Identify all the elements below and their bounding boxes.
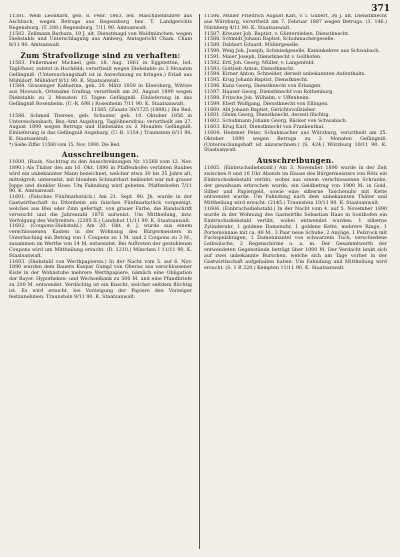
notice-entry: 11586. Schmeil Therese, geb. Schuster, geb. 10. Oktober 1856 in Untereschenbach, Bez.-Amt Augsburg, Taglöhnersfrau; verurtheilt am 27. August 1890 wegen Betrugs und Diebstahls zu 2 Monaten Gefängniß. Einlieferung in das Gefängniß Augsburg. (U.-R. 1154.) Traunstein 6/11 90. K. Staatsanwalt. bbox=[9, 113, 192, 143]
notice-entry: 11605. (Einbruchsdiebstahl.) Am 3. November 1890 wurde in der Zeit zwischen 8 und 10 Uhr Abends im Hause des Bürgermeisters von Rötz ein Einbruchsdiebstahl verübt, wobei aus einem verschlossenen Schranke, der gewaltsam erbrochen wurde, ein Geldbetrag von 1900 M. in Gold, Silber und Papiergeld, sowie eine silberne Taschenuhr mit Kette entwendet wurde. Um Fahndung nach dem unbekannten Thäter und Mittheilung wird ersucht. (2145.) Traunstein 10/11 90. K. Staatsanwalt. bbox=[204, 166, 387, 207]
notice-entry: 11600. (Raub, Nachtrag zu den Ausschreibungen Nr. 11568 vom 12. Nov. 1890.) Als Thäter des am 10. Okt. 1890 in Pfaffenhofen verübten Raubes wird ein unbekannter Mann bezeichnet, welcher etwa 30 bis 35 Jahre alt, mittelgroß, untersetzt, mit blondem Schnurrbart bekleidet war mit grauer Joppe und dunkler Hose. Um Fahndung wird gebeten. Pfaffenhofen 7/11 90. K. Amtsanwalt. bbox=[9, 160, 192, 195]
notice-entry: 11595. Krug Johann Baptist, Dienstknecht. bbox=[204, 78, 309, 84]
notice-entry: 11583. Fellermaier Michael, geb. 18. Aug. 1861 in Eggstetten, led. Taglöhner, zuletzt in Hochfeld; verurtheilt wegen Diebstahls zu 3 Monaten Gefängniß. (Untersuchungshaft ist in Anrechnung zu bringen.) Erlaß aus Mühldorf. Mühldorf 8/11 90. K. Staatsanwalt. bbox=[9, 61, 192, 84]
notice-entry: 11603. (Diebstahl von Werthpapieren.) In der Nacht vom 5. auf 6. Nov. 1890 wurden dem Bauern Kaspar Gumpl von Oberau aus verschlossener Kiste in der Wohnstube mehrere Werthpapiere, nämlich eine Obligation der Bayer. Hypotheken- und Wechselbank zu 500 M. und eine Pfandbriefe zu 200 M. entwendet. Verdächtig ist ein Knecht, welcher seitdem flüchtig ist. Es wird ersucht, bei Vorzeigung der Papiere den Vorzeiger festzunehmen. Traunstein 9/11 90. K. Staatsanwalt. bbox=[9, 259, 192, 300]
notice-entry: 11584. Grassinger Katharina, geb. 20. März 1850 in Ebersberg, Wittwe aus Moosach, Ortsname Grafing; verurtheilt am 20. August 1890 wegen Diebstahls zu 2 Monaten 15 Tagen Gefängniß. Einlieferung in das Gefängniß Rosenheim. (U.-R. 698.) Rosenheim 7/11 90. K. Staatsanwalt. bbox=[9, 84, 192, 107]
section-heading: Zum Strafvollzuge sind zu verhaften: bbox=[20, 51, 181, 61]
left-column bbox=[9, 14, 192, 551]
notice-entry: 11594. Kirner Anton, Schneider, derzeit unbekannten Aufenthalts. bbox=[204, 72, 366, 78]
notice-entry: 11589. Dabbert Eduard, Müllergeselle. bbox=[204, 43, 300, 49]
notice-entry: 11596. Kunz Georg, Dienstknecht von Erlangen. bbox=[204, 84, 322, 90]
notice-entry: 11598. Fritsche Joh. Wilhelm, v. Uffenheim. bbox=[204, 95, 311, 101]
notice-entry: 11601. (Falsches Fünfmarkstück.) Am 21. Sept. 90. Jh. wurde in der Gastwirthschaft zu Ettenheim ein falsches Fünfmarkstück vorgezeigt, welches aus Blei oder Zinn gefertigt, von grauer Farbe, die Randschrift verwischt und die Jahreszahl 1876 aufweist. Um Mittheilung, bzw. Verfolgung des Verbreiters. (2295 II.) Landshut 11/11 90. K. Staatsanwalt. bbox=[9, 195, 192, 224]
notice-entry: 11604. Hemmer Peter, Schuhmacher aus Würzburg, verurtheilt am 25. Oktober 1890 wegen Betrugs zu 2 Monaten Gefängniß. (Untersuchungshaft ist anzurechnen.) (S. 424.) Würzburg 10/11 90. K. Staatsanwalt. bbox=[204, 130, 387, 154]
notice-entry: 11599. Eberl Wolfgang, Dienstknecht von Ellingen. bbox=[204, 101, 329, 107]
column-divider bbox=[199, 14, 200, 549]
notice-entry: 11582. Zellmann Barbara, 19 J. alt, Dienstmagd von Waldmünchen, wegen Diebstahls und Unterschlagung aus Amberg. Amtsgericht Cham. Cham 8/11 90. Amtsanwalt. bbox=[9, 31, 192, 49]
notice-entry: 11602. (Coupons-Diebstahl.) Am 20. Okt. d. J. wurde aus einem verschlossenen Kasten in der Wohnung des Bürgermeisters in Unterhaching ein Betrag von 1 Coupons zu 1 M. und 2 Coupons zu 3 M., zusammen im Werthe von 14 M. entwendet. Bei Auftreten der gestohlenen Coupons wird um Mittheilung ersucht. (D. 1210.) München I 11/11 90. K. Staatsanwalt. bbox=[9, 224, 192, 259]
notice-entry: 11603. Krug Karl, Dienstknecht von Frankenthal. bbox=[204, 125, 325, 131]
notice-entry: 11600. Abl Johann Baptist, Gerichtsvollzieher. bbox=[204, 107, 317, 113]
notice-entry: 11588. Schmidt Johann Baptist, Schuhmachergeselle. bbox=[204, 37, 335, 43]
notice-entry: 11592. Ertl Joh. Georg, Müller, v. Langenfeld. bbox=[204, 60, 315, 66]
notice-entry: 11591. Maier Joseph, Dienstknecht v. Gollhofen. bbox=[204, 54, 322, 60]
notice-entry: 11586. Müller Friedrich August Karl, v. l. Gilbert, 36 J. alt, Dienstknecht aus Würzburg, verurtheilt am 7. Februar 1887 wegen Betrugs. (3. 146.) Nürnberg 4/11 90. K. Staatsanwalt. bbox=[204, 14, 387, 31]
notice-entry: 11593. Gottlieb Anton, Dienstknecht. bbox=[204, 66, 295, 72]
page-number: 371 bbox=[371, 4, 390, 14]
notice-entry: 11585. (Zusatz 30/1725 (1888).) Die Red. bbox=[90, 107, 192, 113]
section-heading: Ausschreibungen. bbox=[256, 156, 335, 166]
notice-entry: 11602. Schuhmann Johann Georg, Bäcker von Schwabach. bbox=[204, 119, 348, 125]
notice-entry: 11581. Weiß Leonhard, geb. 8. Febr. 1863, led. Maschinenführer aus Aschbach, wegen Betrugs aus Regensburg bez. T. Landgerichts Regensburg. (T. 289.) Regensburg. 7/11 90. Amtsanwalt. bbox=[9, 14, 192, 31]
notice-entry: 11597. Hauser Georg, Dienstknecht von Rothenburg. bbox=[204, 89, 334, 95]
section-heading: Ausschreibungen. bbox=[61, 150, 140, 160]
right-column bbox=[204, 14, 387, 551]
notice-entry: 11590. Weig Joh. Joseph, Schmiedgeselle, Kaminkehrer aus Schwabach. bbox=[204, 49, 380, 55]
notice-entry: 11606. (Einbruchsdiebstahl.) In der Nacht vom 4. auf 5. November 1890 wurde in der Wohnung des Gastwirths Sebastian Haas in Sonthofen ein Einbruchsdiebstahl verübt, wobei entwendet wurden: 1 silberne Zylinderuhr, 1 goldene Damenuhr, 1 goldene Kette, mehrere Ringe, 1 Portemonnaie mit ca. 40 M., 3 Paar neue Schuhe, 2 Anzüge, 1 Pelzrock mit Fuchspelzkragen, 1 Damenmantel von schwarzem Tuch, verschiedene Leibwäsche, 2 Regenschirme u. a. m. Der Gesammtwerth der entwendeten Gegenstände beträgt über 1000 M. Der Verdacht lenkt sich auf zwei unbekannte Burschen, welche sich am Tage vorher in der Gastwirthschaft aufgehalten haben. Um Fahndung und Mittheilung wird ersucht. (S. 1 B 220.) Kempten 11/11 90. K. Staatsanwalt. bbox=[204, 207, 387, 271]
footnote: *) Siehe Ziffer 11580 vom 15. Nov. 1890. Die Red. bbox=[9, 142, 121, 148]
notice-entry: 11587. Kreuzer Joh. Baptist, v. Güntersleben, Dienstknecht. bbox=[204, 31, 350, 37]
notice-entry: 11601. Gleim Georg, Dienstknecht, derzeit flüchtig. bbox=[204, 113, 331, 119]
